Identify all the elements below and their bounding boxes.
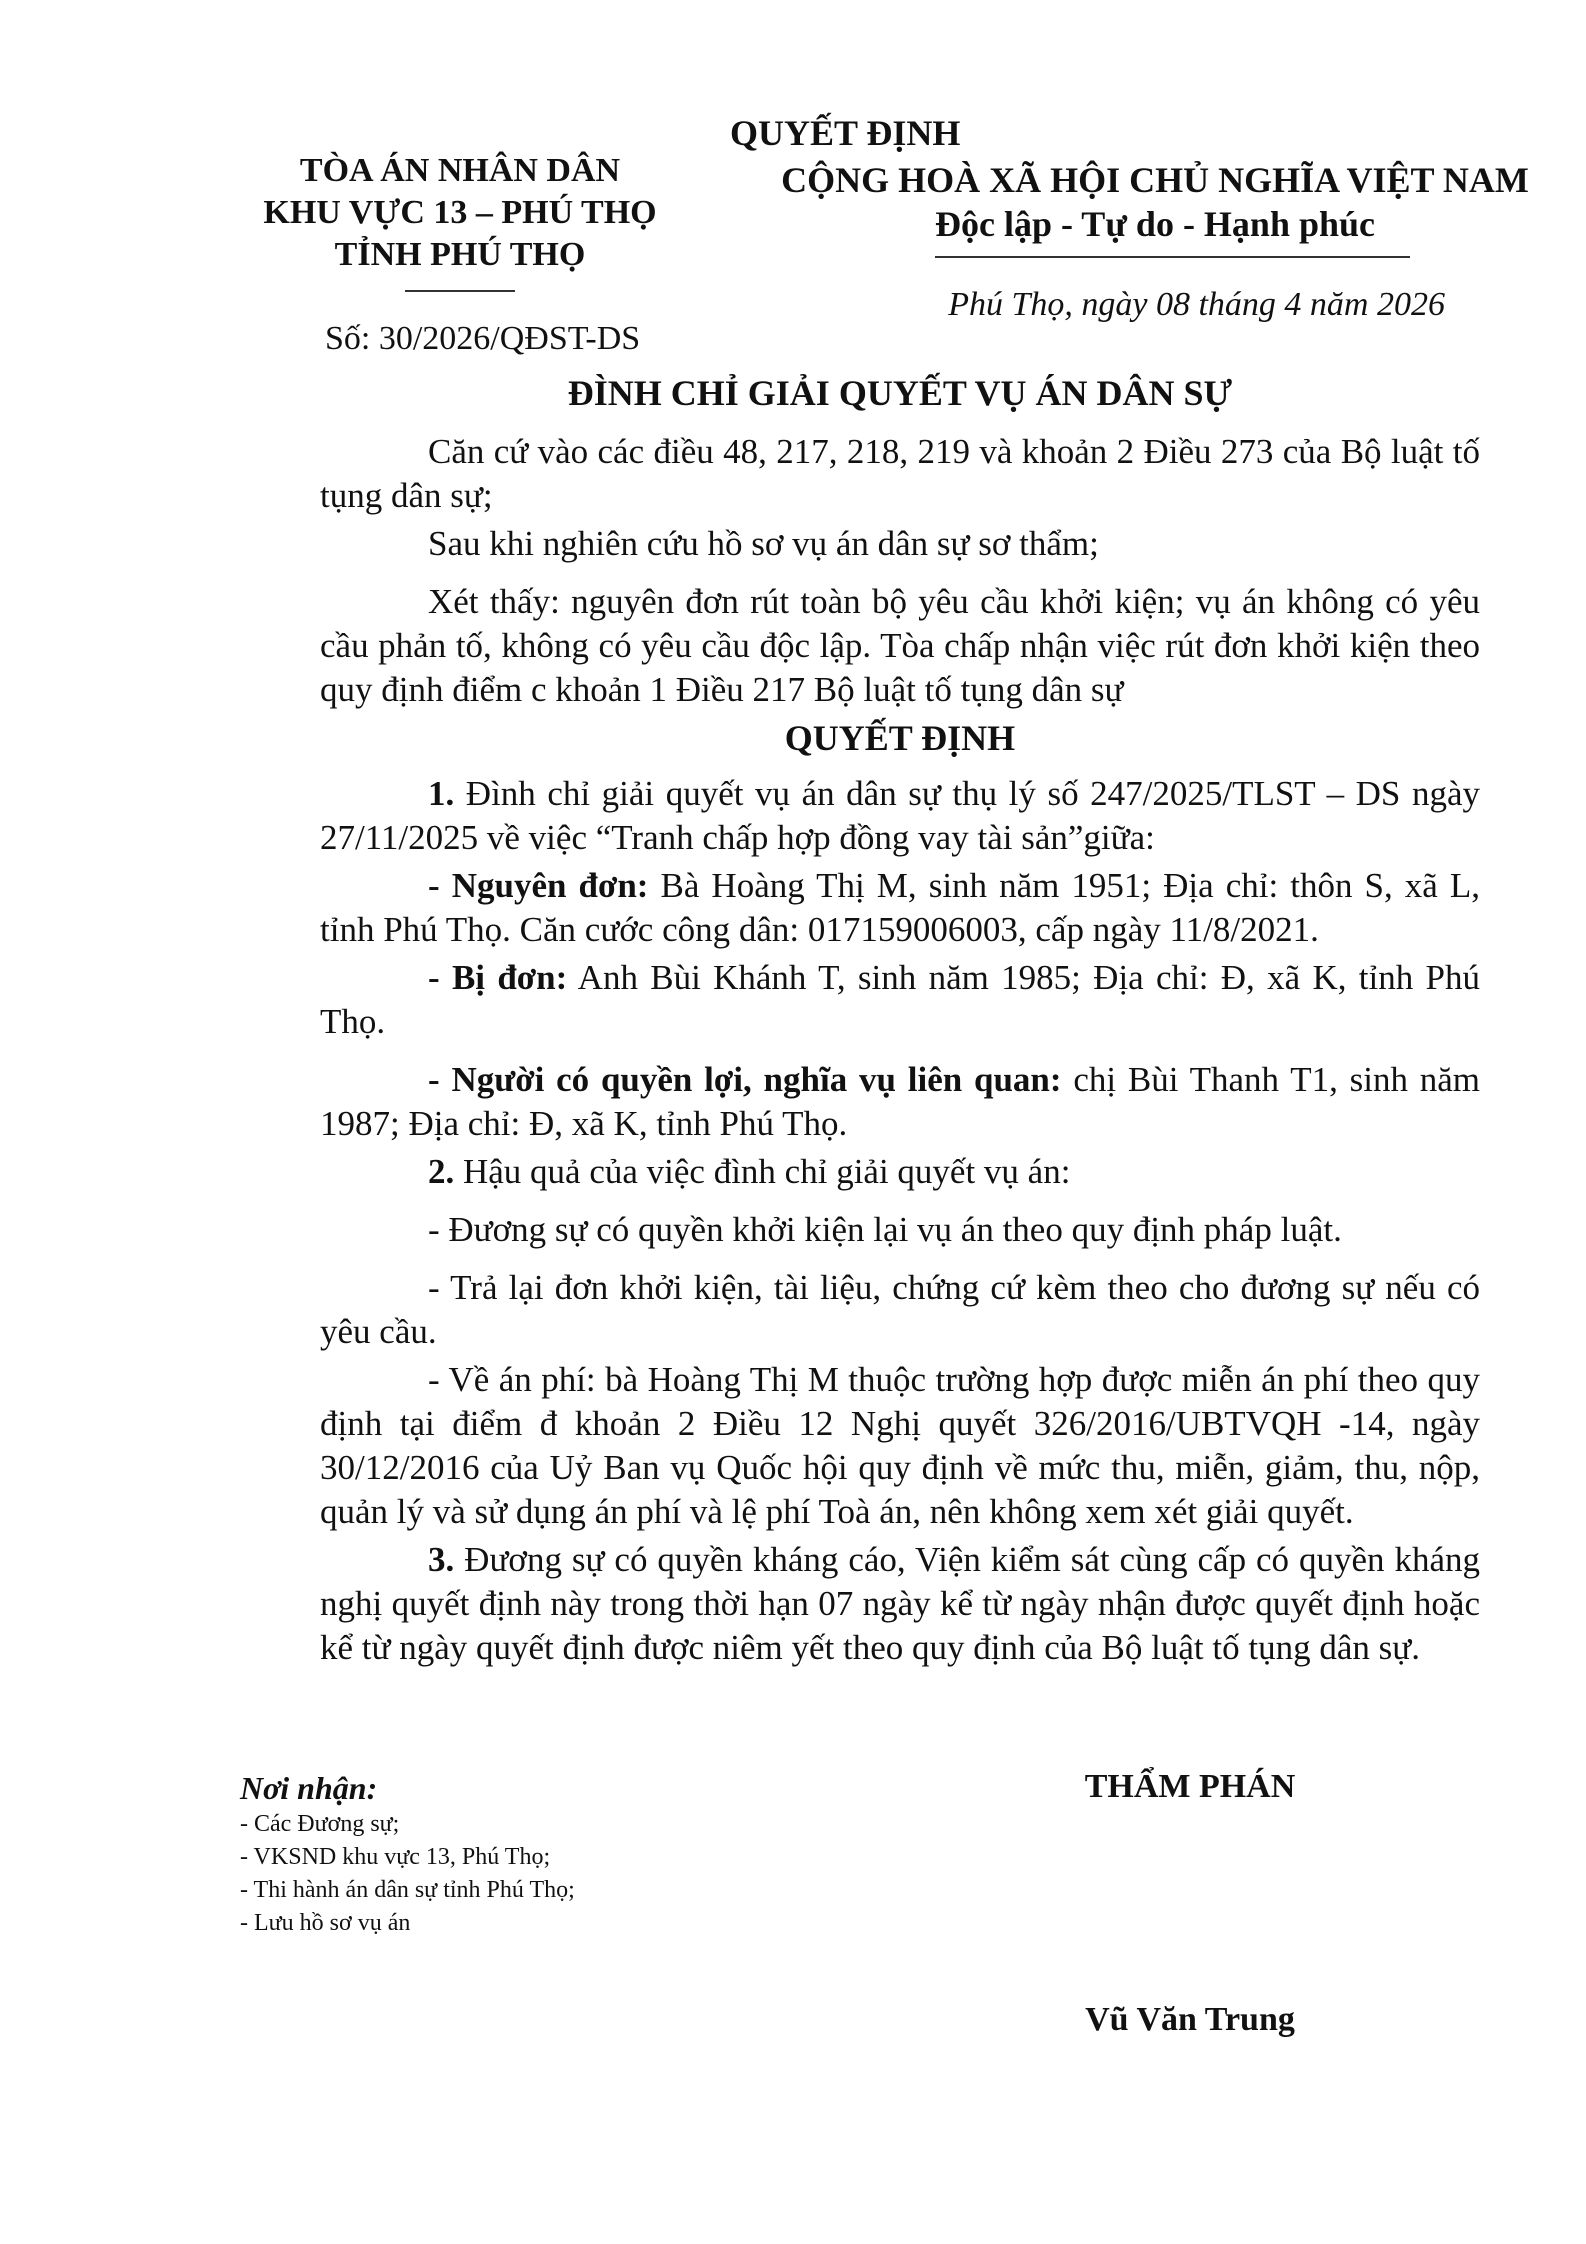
nation-name: CỘNG HOÀ XÃ HỘI CHỦ NGHĨA VIỆT NAM (781, 160, 1529, 200)
signature-block (1000, 1768, 1380, 2039)
item-number: 2. (428, 1152, 455, 1191)
document-body (320, 430, 1480, 1674)
consequence-item: - Đương sự có quyền khởi kiện lại vụ án theo quy định pháp luật. (428, 1210, 1342, 1249)
recipients-list (240, 1808, 860, 1940)
national-header (770, 158, 1540, 246)
document-number: Số: 30/2026/QĐST-DS (325, 320, 641, 357)
recipient-item: - Thi hành án dân sự tỉnh Phú Thọ; (240, 1877, 575, 1903)
preamble-legal-basis: Căn cứ vào các điều 48, 217, 218, 219 và khoản 2 Điều 273 của Bộ luật tố tụng dân sự; (320, 432, 1480, 515)
court-name-line-3: TỈNH PHÚ THỌ (334, 236, 586, 273)
recipient-item: - Các Đương sự; (240, 1811, 400, 1837)
consequence-item: - Về án phí: bà Hoàng Thị M thuộc trường hợp được miễn án phí theo quy định tại điểm đ khoản 2 Điều 12 Nghị quyết 326/2016/UBTVQH -14, ngày 30/12/2016 của Uỷ Ban vụ Quốc hội quy định về mức thu, miễn, giảm, thu, nộp, quản lý và sử dụng án phí và lệ phí Toà án, nên không xem xét giải quyết. (320, 1360, 1480, 1531)
court-name-block (255, 150, 665, 276)
recipient-item: - VKSND khu vực 13, Phú Thọ; (240, 1844, 551, 1870)
consequence-item: - Trả lại đơn khởi kiện, tài liệu, chứng cứ kèm theo cho đương sự nếu có yêu cầu. (320, 1268, 1480, 1351)
preamble-review: Sau khi nghiên cứu hồ sơ vụ án dân sự sơ thẩm; (428, 524, 1099, 563)
document-title: ĐÌNH CHỈ GIẢI QUYẾT VỤ ÁN DÂN SỰ (567, 373, 1233, 413)
party-defendant (320, 956, 1480, 1044)
signer-role: THẨM PHÁN (1084, 1768, 1296, 1805)
document-type-label: QUYẾT ĐỊNH (730, 113, 961, 153)
court-divider (405, 290, 515, 292)
item-text: Hậu quả của việc đình chỉ giải quyết vụ án: (454, 1152, 1071, 1191)
decision-item-3 (320, 1538, 1480, 1670)
party-details: chị Bùi Thanh T1, sinh năm 1987; Địa chỉ: Đ, xã K, tỉnh Phú Thọ. (320, 1060, 1481, 1143)
decision-item-1 (320, 772, 1480, 860)
place-date: Phú Thọ, ngày 08 tháng 4 năm 2026 (948, 286, 1445, 323)
decision-item-2 (320, 1150, 1480, 1194)
item-number: 1. (428, 774, 455, 813)
item-text: Đình chỉ giải quyết vụ án dân sự thụ lý số 247/2025/TLST – DS ngày 27/11/2025 về việc “Tranh chấp hợp đồng vay tài sản”giữa: (320, 774, 1480, 857)
party-label: - Người có quyền lợi, nghĩa vụ liên quan: (428, 1060, 1062, 1099)
court-name-line-2: KHU VỰC 13 – PHÚ THỌ (263, 194, 657, 231)
party-details: Bà Hoàng Thị M, sinh năm 1951; Địa chỉ: thôn S, xã L, tỉnh Phú Thọ. Căn cước công dân: 017159006003, cấp ngày 11/8/2021. (320, 866, 1480, 949)
recipients-block (240, 1768, 860, 1940)
party-label: - Bị đơn: (428, 958, 568, 997)
motto-divider (935, 256, 1410, 258)
preamble-findings: Xét thấy: nguyên đơn rút toàn bộ yêu cầu khởi kiện; vụ án không có yêu cầu phản tố, không có yêu cầu độc lập. Tòa chấp nhận việc rút đơn khởi kiện theo quy định điểm c khoản 1 Điều 217 Bộ luật tố tụng dân sự (320, 582, 1480, 709)
recipients-title: Nơi nhận: (240, 1770, 378, 1806)
recipient-item: - Lưu hồ sơ vụ án (240, 1910, 411, 1936)
item-text: Đương sự có quyền kháng cáo, Viện kiểm sát cùng cấp có quyền kháng nghị quyết định này trong thời hạn 07 ngày kể từ ngày nhận được quyết định hoặc kể từ ngày quyết định được niêm yết theo quy định của Bộ luật tố tụng dân sự. (320, 1540, 1480, 1667)
party-details: Anh Bùi Khánh T, sinh năm 1985; Địa chỉ: Đ, xã K, tỉnh Phú Thọ. (320, 958, 1480, 1041)
party-plaintiff (320, 864, 1480, 952)
signer-name: Vũ Văn Trung (1085, 2001, 1295, 2038)
national-motto: Độc lập - Tự do - Hạnh phúc (934, 204, 1376, 244)
decision-heading: QUYẾT ĐỊNH (784, 718, 1016, 758)
court-name-line-1: TÒA ÁN NHÂN DÂN (299, 152, 621, 189)
party-related (320, 1058, 1480, 1146)
party-label: - Nguyên đơn: (428, 866, 649, 905)
item-number: 3. (428, 1540, 455, 1579)
